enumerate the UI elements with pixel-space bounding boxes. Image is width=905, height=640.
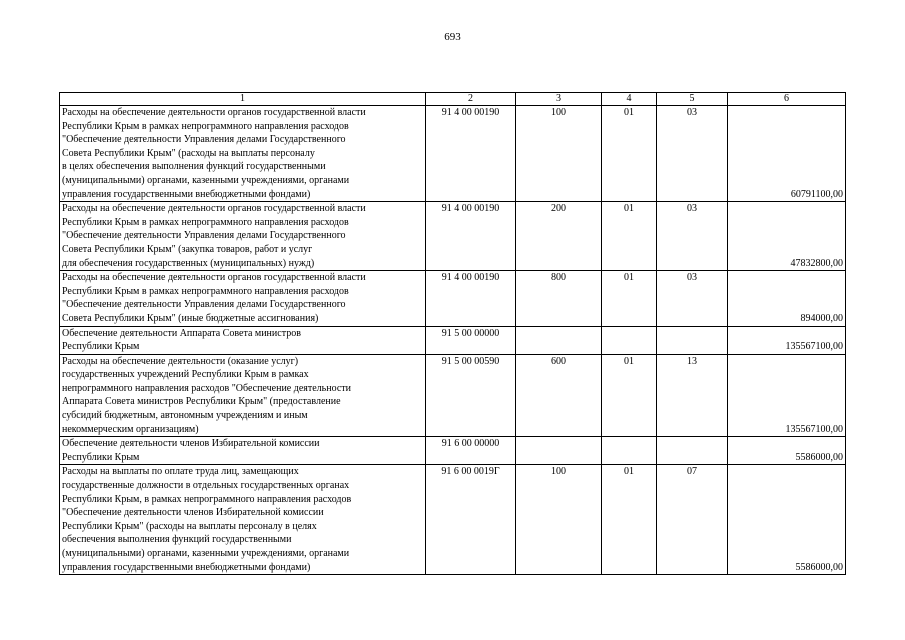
row-amount: 894000,00 bbox=[728, 271, 846, 326]
column-header: 1 bbox=[60, 93, 426, 106]
row-expense-type: 200 bbox=[516, 202, 602, 271]
row-amount: 5586000,00 bbox=[728, 437, 846, 465]
row-expense-type bbox=[516, 437, 602, 465]
row-target-code: 91 5 00 00000 bbox=[426, 326, 516, 354]
budget-table bbox=[59, 92, 846, 575]
row-amount: 135567100,00 bbox=[728, 326, 846, 354]
row-description: Расходы на обеспечение деятельности (оказание услуг) государственных учреждений Республики Крым в рамках непрограммного направления расходов "Обеспечение деятельности Аппарата Совета министров Республики Крым" (предоставление субсидий бюджетным, автономным учреждениям и иным некоммерческим организациям) bbox=[60, 354, 426, 437]
row-expense-type: 100 bbox=[516, 465, 602, 575]
row-description: Расходы на обеспечение деятельности органов государственной власти Республики Крым в рамках непрограммного направления расходов "Обеспечение деятельности Управления делами Государственного Совета Республики Крым" (закупка товаров, работ и услуг для обеспечения государственных (муниципальных) нужд) bbox=[60, 202, 426, 271]
column-header: 6 bbox=[728, 93, 846, 106]
row-subsection: 03 bbox=[657, 202, 728, 271]
table-row bbox=[60, 271, 846, 326]
row-section: 01 bbox=[602, 202, 657, 271]
row-target-code: 91 5 00 00590 bbox=[426, 354, 516, 437]
row-description: Расходы на обеспечение деятельности органов государственной власти Республики Крым в рамках непрограммного направления расходов "Обеспечение деятельности Управления делами Государственного Совета Республики Крым" (расходы на выплаты персоналу в целях обеспечения выполнения функций государственными (муниципальными) органами, казенными учреждениями, органами управления государственными внебюджетными фондами) bbox=[60, 106, 426, 202]
row-description: Обеспечение деятельности членов Избирательной комиссии Республики Крым bbox=[60, 437, 426, 465]
row-target-code: 91 4 00 00190 bbox=[426, 271, 516, 326]
column-header: 2 bbox=[426, 93, 516, 106]
row-subsection: 13 bbox=[657, 354, 728, 437]
row-subsection: 07 bbox=[657, 465, 728, 575]
row-target-code: 91 4 00 00190 bbox=[426, 202, 516, 271]
column-header: 4 bbox=[602, 93, 657, 106]
row-description: Обеспечение деятельности Аппарата Совета министров Республики Крым bbox=[60, 326, 426, 354]
row-amount: 47832800,00 bbox=[728, 202, 846, 271]
row-amount: 60791100,00 bbox=[728, 106, 846, 202]
row-target-code: 91 6 00 0019Г bbox=[426, 465, 516, 575]
column-header: 5 bbox=[657, 93, 728, 106]
row-section: 01 bbox=[602, 354, 657, 437]
table-row bbox=[60, 106, 846, 202]
row-expense-type: 600 bbox=[516, 354, 602, 437]
row-target-code: 91 6 00 00000 bbox=[426, 437, 516, 465]
row-expense-type bbox=[516, 326, 602, 354]
row-section: 01 bbox=[602, 106, 657, 202]
row-subsection: 03 bbox=[657, 271, 728, 326]
page-number: 693 bbox=[444, 31, 461, 43]
row-amount: 5586000,00 bbox=[728, 465, 846, 575]
row-description: Расходы на выплаты по оплате труда лиц, замещающих государственные должности в отдельных государственных органах Республики Крым, в рамках непрограммного направления расходов "Обеспечение деятельности членов Избирательной комиссии Республики Крым" (расходы на выплаты персоналу в целях обеспечения выполнения функций государственными (муниципальными) органами, казенными учреждениями, органами управления государственными внебюджетными фондами) bbox=[60, 465, 426, 575]
row-subsection bbox=[657, 437, 728, 465]
table-row bbox=[60, 354, 846, 437]
row-section: 01 bbox=[602, 465, 657, 575]
table-header-row bbox=[60, 93, 846, 106]
table-row bbox=[60, 437, 846, 465]
column-header: 3 bbox=[516, 93, 602, 106]
row-subsection bbox=[657, 326, 728, 354]
row-subsection: 03 bbox=[657, 106, 728, 202]
row-section bbox=[602, 437, 657, 465]
table-row bbox=[60, 202, 846, 271]
table-row bbox=[60, 326, 846, 354]
row-section bbox=[602, 326, 657, 354]
table-row bbox=[60, 465, 846, 575]
row-expense-type: 100 bbox=[516, 106, 602, 202]
row-amount: 135567100,00 bbox=[728, 354, 846, 437]
row-description: Расходы на обеспечение деятельности органов государственной власти Республики Крым в рамках непрограммного направления расходов "Обеспечение деятельности Управления делами Государственного Совета Республики Крым" (иные бюджетные ассигнования) bbox=[60, 271, 426, 326]
row-expense-type: 800 bbox=[516, 271, 602, 326]
row-section: 01 bbox=[602, 271, 657, 326]
row-target-code: 91 4 00 00190 bbox=[426, 106, 516, 202]
